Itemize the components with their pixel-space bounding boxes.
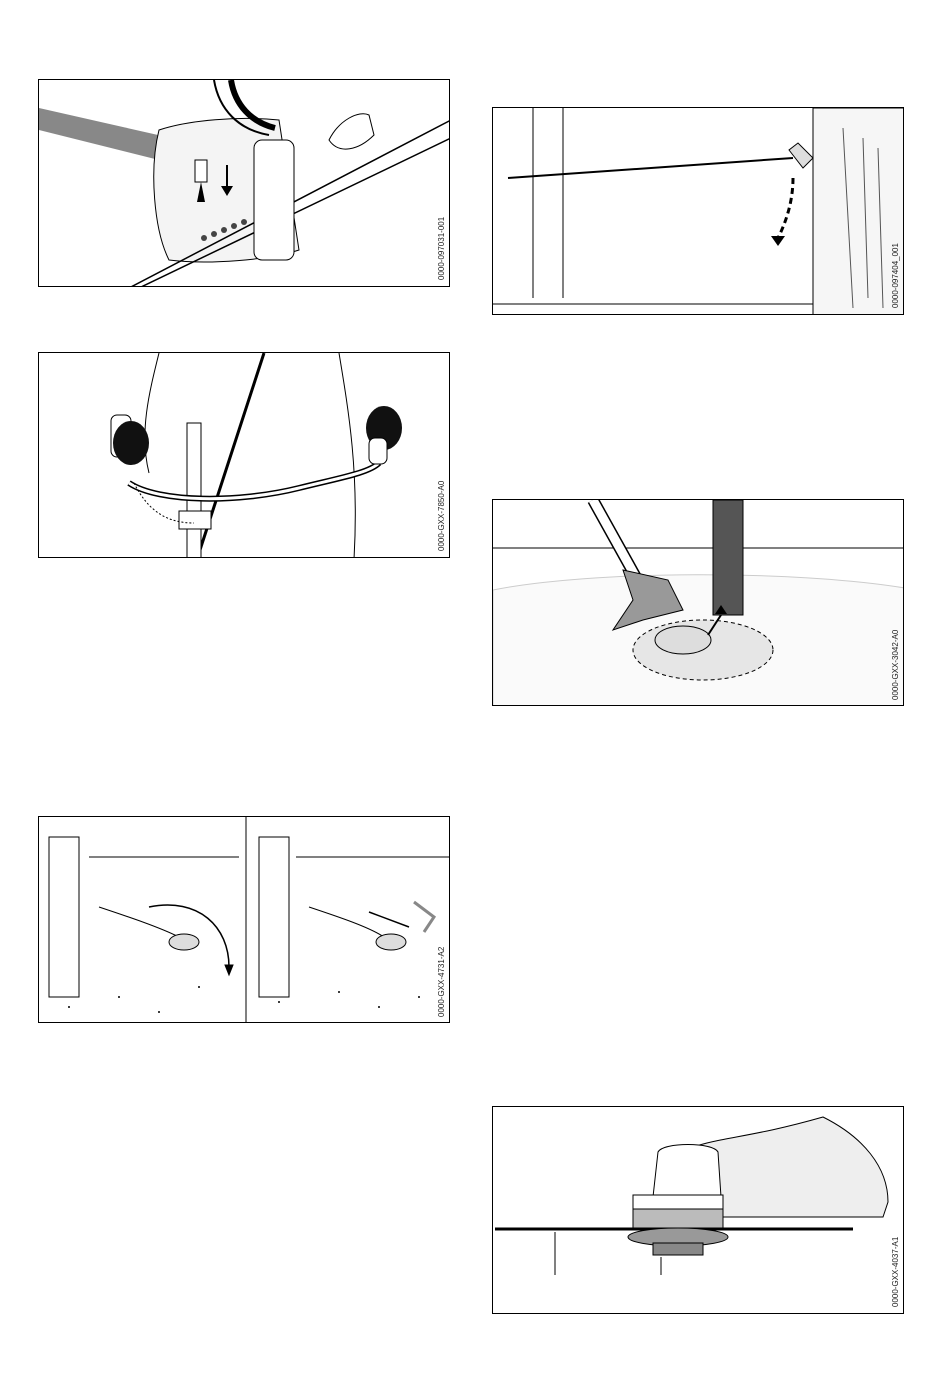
- figure-code: 0000-GXX-4731-A2: [437, 946, 446, 1017]
- figure-blade-detail: [492, 1106, 904, 1314]
- figure-code: 0000-GXX-4037-A1: [891, 1236, 900, 1307]
- figure-tree-trimming: [492, 499, 904, 706]
- harness-hook-illustration: [39, 80, 450, 287]
- figure-code: 0000-097031-001: [437, 216, 446, 280]
- figure-handlebar-grip: [38, 352, 450, 558]
- figure-wall-trimming: [492, 107, 904, 315]
- handlebar-grip-illustration: [39, 353, 450, 558]
- figure-code: 0000-GXX-3042-A0: [891, 629, 900, 700]
- figure-harness-hook: [38, 79, 450, 287]
- wall-trimming-illustration: [493, 108, 904, 315]
- figure-code: 0000-GXX-7850-A0: [437, 480, 446, 551]
- cutting-motion-illustration: [39, 817, 450, 1023]
- figure-cutting-motion: [38, 816, 450, 1023]
- tree-trimming-illustration: [493, 500, 904, 706]
- figure-code: 0000-097404_001: [891, 243, 900, 308]
- blade-detail-illustration: [493, 1107, 904, 1314]
